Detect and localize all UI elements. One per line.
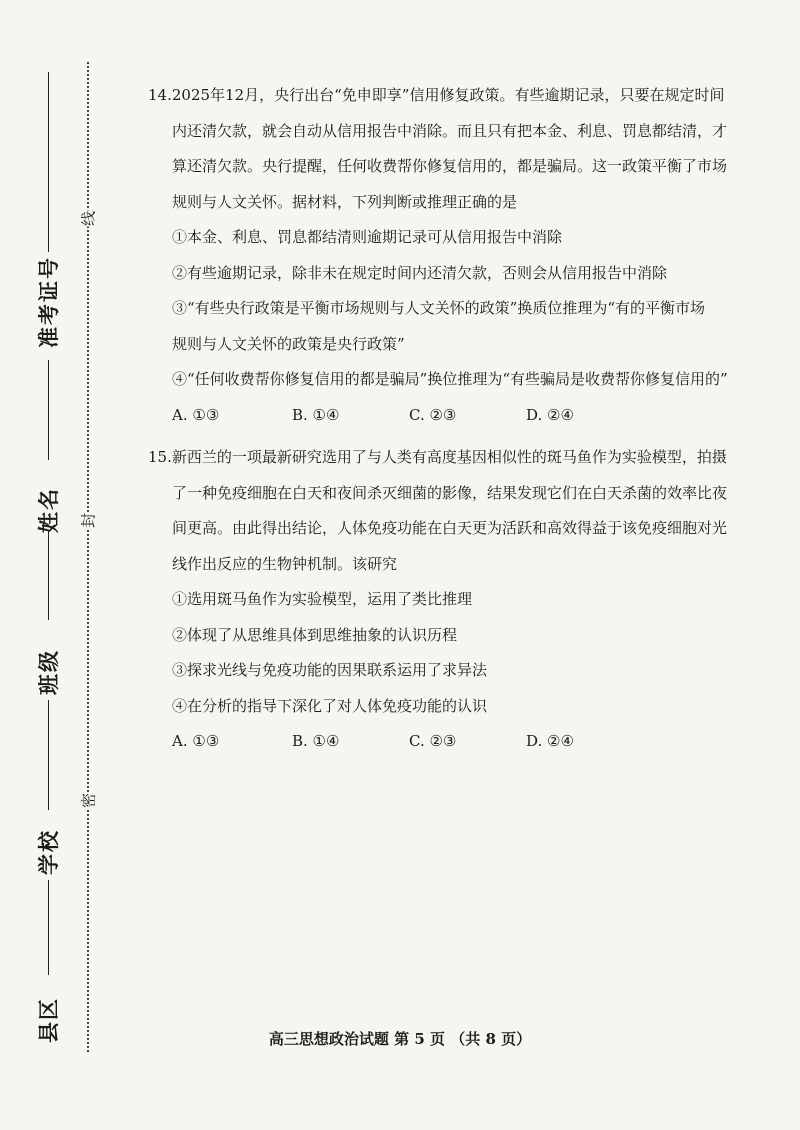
statement-4: ④“任何收费帮你修复信用的都是骗局”换位推理为“有些骗局是收费帮你修复信用的” [172,370,728,388]
answer-choices [148,724,728,760]
choice-d[interactable]: D. ②④ [526,405,574,424]
question-stem [148,440,728,582]
county-label: 县区 [37,997,61,1043]
exam-id-label: 准考证号 [37,256,61,348]
name-line [48,360,49,460]
statement-3: ③探求光线与免疫功能的因果联系运用了求异法 [172,661,488,679]
choice-c[interactable]: C. ②③ [409,732,457,750]
choice-b[interactable]: B. ①④ [292,405,340,424]
seal-mark-line: 线 [79,211,98,227]
stem-line: 2025年12月，央行出台“免申即享”信用修复政策。有些逾期记录，只要在规定时间 [171,86,725,104]
question-stem [148,78,728,220]
question-number: 15. [148,448,172,466]
choice-b[interactable]: B. ①④ [292,732,340,750]
statement-1: ①选用斑马鱼作为实验模型，运用了类比推理 [172,590,473,608]
choice-c[interactable]: C. ②③ [409,405,457,424]
statement-3-continued: 规则与人文关怀的政策是央行政策” [172,334,405,353]
question-number: 14. [148,86,172,104]
class-line [48,530,49,620]
statement-2: ②有些逾期记录，除非未在规定时间内还清欠款，否则会从信用报告中消除 [172,263,668,282]
class-label: 班级 [37,649,61,695]
stem-line: 新西兰的一项最新研究选用了与人类有高度基因相似性的斑马鱼作为实验模型，拍摄 [171,448,727,466]
statement-2: ②体现了从思维具体到思维抽象的认识历程 [172,625,458,644]
question-15 [148,440,728,760]
seal-mark-secret: 密 [79,793,98,809]
statement-4: ④在分析的指导下深化了对人体免疫功能的认识 [172,696,488,715]
statement-1: ①本金、利息、罚息都结清则逾期记录可从信用报告中消除 [172,228,563,246]
stem-line: 内还清欠款，就会自动从信用报告中消除。而且只有把本金、利息、罚息都结清，才 [172,121,728,140]
school-line [48,700,49,810]
choice-a[interactable]: A. ①③ [172,732,220,750]
county-line [48,880,49,975]
stem-line: 算还清欠款。央行提醒，任何收费帮你修复信用的，都是骗局。这一政策平衡了市场 [172,157,728,175]
seal-mark-seal: 封 [79,513,98,529]
question-14 [148,78,728,434]
name-label: 姓名 [37,487,61,533]
stem-line: 线作出反应的生物钟机制。该研究 [172,554,398,573]
stem-line: 规则与人文关怀。据材料，下列判断或推理正确的是 [172,192,518,211]
statement-3: ③“有些央行政策是平衡市场规则与人文关怀的政策”换质位推理为“有的平衡市场 [172,299,706,317]
choice-d[interactable]: D. ②④ [526,732,574,750]
answer-choices [148,398,728,434]
stem-line: 了一种免疫细胞在白天和夜间杀灭细菌的影像，结果发现它们在白天杀菌的效率比夜 [172,483,728,502]
school-label: 学校 [37,829,61,875]
exam-id-line [48,72,49,252]
page-footer: 高三思想政治试题 第 5 页 （共 8 页） [268,1030,532,1048]
stem-line: 间更高。由此得出结论，人体免疫功能在白天更为活跃和高效得益于该免疫细胞对光 [172,519,728,537]
choice-a[interactable]: A. ①③ [172,405,220,424]
